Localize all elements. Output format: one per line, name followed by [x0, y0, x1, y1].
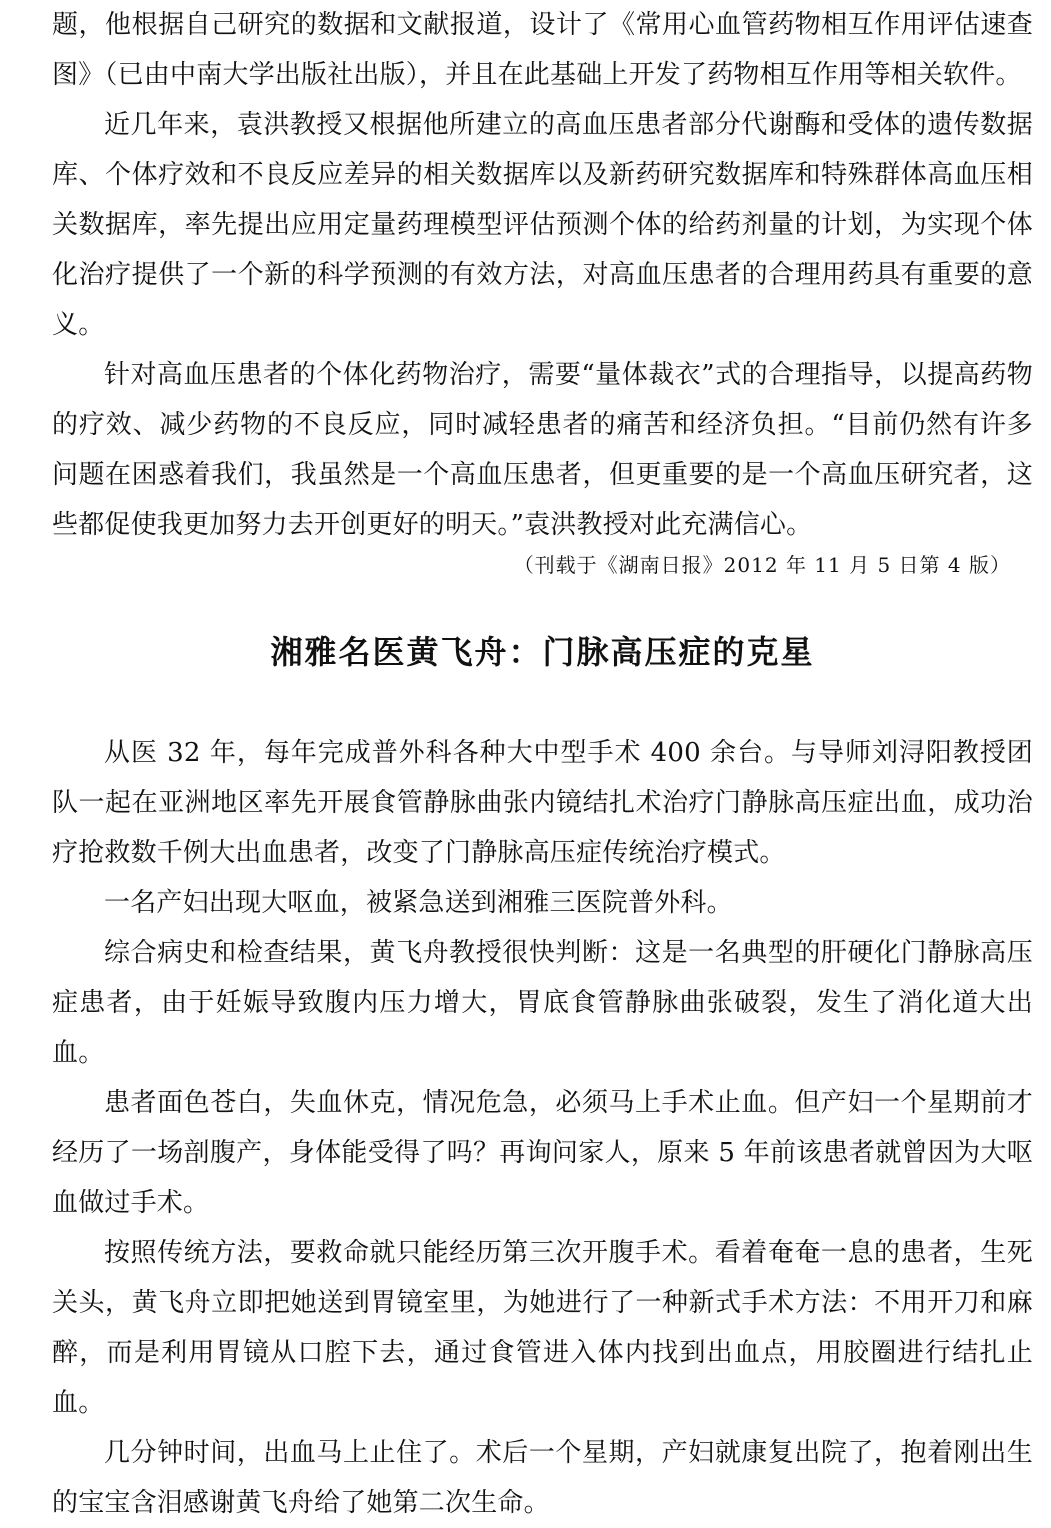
paragraph: 几分钟时间，出血马上止住了。术后一个星期，产妇就康复出院了，抱着刚出生的宝宝含泪感谢黄飞舟给了她第二次生命。: [52, 1438, 1033, 1518]
paragraph: 针对高血压患者的个体化药物治疗，需要“量体裁衣”式的合理指导，以提高药物的疗效、减少药物的不良反应，同时减轻患者的痛苦和经济负担。“目前仍然有许多问题在困惑着我们，我虽然是一个高血压患者，但更重要的是一个高血压研究者，这些都促使我更加努力去开创更好的明天。”袁洪教授对此充满信心。: [52, 360, 1033, 540]
publication-source: （刊载于《湖南日报》2012 年 11 月 5 日第 4 版）: [513, 553, 1011, 577]
spacer: [52, 672, 1033, 728]
article-title: 湘雅名医黄飞舟：门脉高压症的克星: [270, 633, 815, 671]
paragraph: 综合病史和检查结果，黄飞舟教授很快判断：这是一名典型的肝硬化门静脉高压症患者，由于妊娠导致腹内压力增大，胃底食管静脉曲张破裂，发生了消化道大出血。: [52, 938, 1033, 1068]
paragraph-continued: 题，他根据自己研究的数据和文献报道，设计了《常用心血管药物相互作用评估速查图》（已由中南大学出版社出版），并且在此基础上开发了药物相互作用等相关软件。: [52, 10, 1033, 90]
article-continuation: [52, 0, 1033, 580]
article-body: [52, 728, 1033, 1528]
paragraph: 患者面色苍白，失血休克，情况危急，必须马上手术止血。但产妇一个星期前才经历了一场剖腹产，身体能受得了吗？再询问家人，原来 5 年前该患者就曾因为大呕血做过手术。: [52, 1088, 1033, 1218]
paragraph: 一名产妇出现大呕血，被紧急送到湘雅三医院普外科。: [104, 888, 733, 918]
paragraph: 近几年来，袁洪教授又根据他所建立的高血压患者部分代谢酶和受体的遗传数据库、个体疗效和不良反应差异的相关数据库以及新药研究数据库和特殊群体高血压相关数据库，率先提出应用定量药理模型评估预测个体的给药剂量的计划，为实现个体化治疗提供了一个新的科学预测的有效方法，对高血压患者的合理用药具有重要的意义。: [52, 110, 1033, 340]
paragraph: 从医 32 年，每年完成普外科各种大中型手术 400 余台。与导师刘浔阳教授团队一起在亚洲地区率先开展食管静脉曲张内镜结扎术治疗门静脉高压症出血，成功治疗抢救数千例大出血患者，改变了门静脉高压症传统治疗模式。: [52, 738, 1033, 868]
paragraph: 按照传统方法，要救命就只能经历第三次开腹手术。看着奄奄一息的患者，生死关头，黄飞舟立即把她送到胃镜室里，为她进行了一种新式手术方法：不用开刀和麻醉，而是利用胃镜从口腔下去，通过食管进入体内找到出血点，用胶圈进行结扎止血。: [52, 1238, 1033, 1418]
spacer: [52, 580, 1033, 632]
